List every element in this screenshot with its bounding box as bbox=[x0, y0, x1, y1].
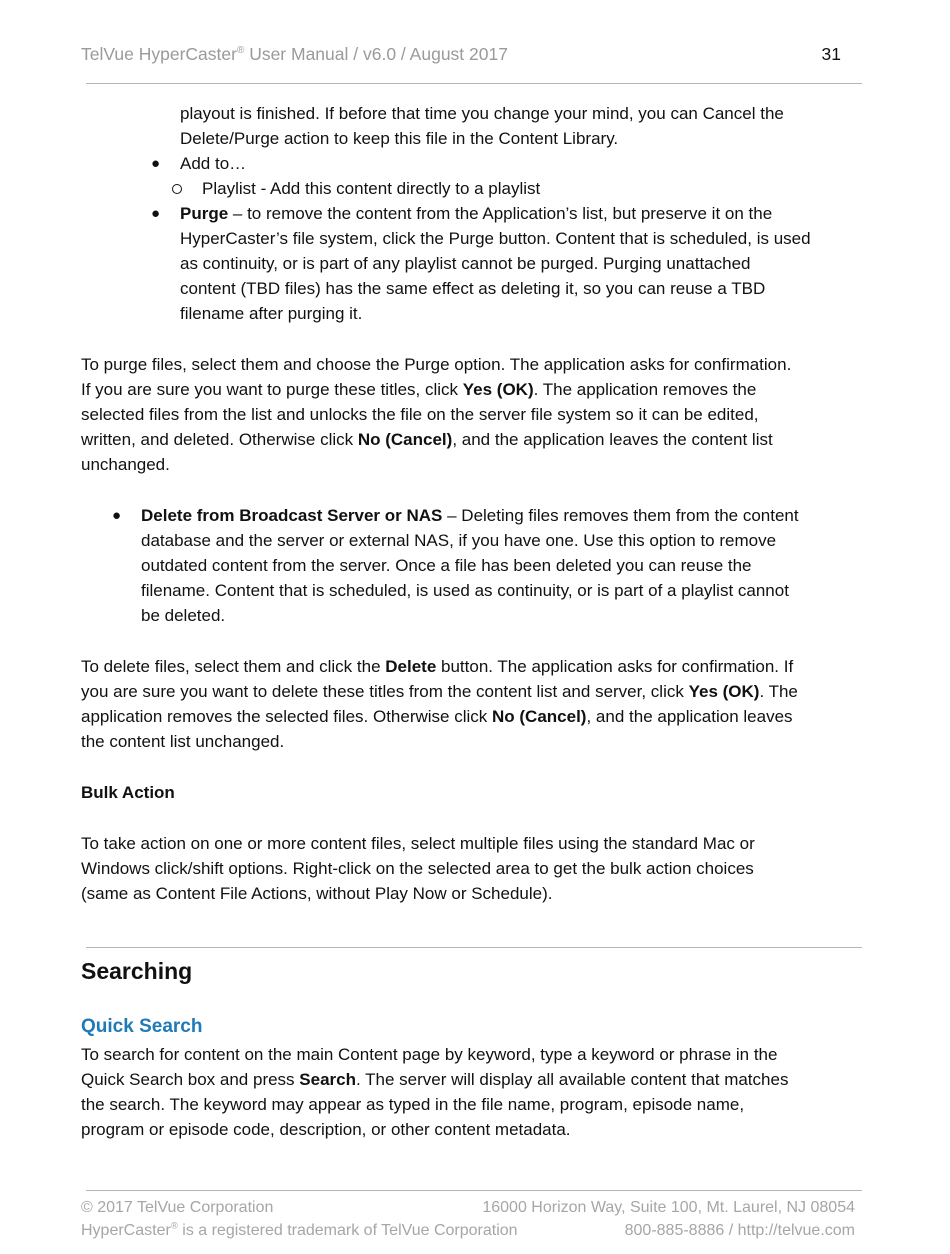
delete-bullet-line: Delete from Broadcast Server or NAS – Deleting files removes them from the content bbox=[141, 506, 799, 525]
purge-paragraph-line: selected files from the list and unlocks the file on the server file system so it can be edited, bbox=[81, 405, 759, 424]
bulk-action-line: (same as Content File Actions, without Play Now or Schedule). bbox=[81, 884, 553, 903]
bullet-dot: ● bbox=[151, 205, 161, 222]
delete-bullet-line: be deleted. bbox=[141, 606, 226, 625]
delete-paragraph-line: the content list unchanged. bbox=[81, 732, 285, 751]
quick-search-heading: Quick Search bbox=[81, 1016, 203, 1037]
purge-paragraph-line: If you are sure you want to purge these titles, click Yes (OK). The application removes the bbox=[81, 380, 757, 399]
purge-bullet-line: Purge – to remove the content from the Application’s list, but preserve it on the bbox=[180, 204, 773, 223]
search-paragraph-line: the search. The keyword may appear as typed in the file name, program, episode name, bbox=[81, 1095, 745, 1114]
search-paragraph-line: Quick Search box and press Search. The server will display all available content that matches bbox=[81, 1070, 789, 1089]
bullet-dot: ● bbox=[151, 155, 161, 172]
delete-paragraph-line: To delete files, select them and click the Delete button. The application asks for confirmation. If bbox=[81, 657, 794, 676]
footer-contact: 800-885-8886 / http://telvue.com bbox=[624, 1222, 855, 1239]
header-divider bbox=[86, 83, 862, 84]
playlist-sub-item: Playlist - Add this content directly to a playlist bbox=[202, 179, 541, 198]
bulk-action-heading: Bulk Action bbox=[81, 783, 175, 802]
purge-bullet-line: HyperCaster’s file system, click the Purge button. Content that is scheduled, is used bbox=[180, 229, 811, 248]
purge-paragraph-line: To purge files, select them and choose the Purge option. The application asks for confirmation. bbox=[81, 355, 792, 374]
bulk-action-line: To take action on one or more content files, select multiple files using the standard Mac or bbox=[81, 834, 755, 853]
footer-divider bbox=[86, 1190, 862, 1191]
footer-trademark: HyperCaster® is a registered trademark of TelVue Corporation bbox=[81, 1220, 518, 1239]
page-number: 31 bbox=[821, 44, 841, 64]
footer-address: 16000 Horizon Way, Suite 100, Mt. Laurel, NJ 08054 bbox=[482, 1199, 855, 1216]
add-to-label: Add to… bbox=[180, 154, 247, 173]
paragraph-line: playout is finished. If before that time you change your mind, you can Cancel the bbox=[180, 104, 784, 123]
search-paragraph-line: program or episode code, description, or other content metadata. bbox=[81, 1120, 571, 1139]
delete-bullet-line: outdated content from the server. Once a file has been deleted you can reuse the bbox=[141, 556, 752, 575]
purge-bullet-line: as continuity, or is part of any playlist cannot be purged. Purging unattached bbox=[180, 254, 751, 273]
searching-heading: Searching bbox=[81, 958, 193, 984]
purge-paragraph-line: written, and deleted. Otherwise click No (Cancel), and the application leaves the content list bbox=[81, 430, 773, 449]
delete-bullet-line: filename. Content that is scheduled, is used as continuity, or is part of a playlist cannot bbox=[141, 581, 789, 600]
header-title: TelVue HyperCaster® User Manual / v6.0 / August 2017 bbox=[81, 44, 508, 64]
purge-bullet-line: filename after purging it. bbox=[180, 304, 363, 323]
bulk-action-line: Windows click/shift options. Right-click on the selected area to get the bulk action choices bbox=[81, 859, 754, 878]
section-divider bbox=[86, 947, 862, 948]
paragraph-line: Delete/Purge action to keep this file in the Content Library. bbox=[180, 129, 619, 148]
sub-bullet-circle bbox=[172, 184, 182, 194]
purge-bullet-line: content (TBD files) has the same effect as deleting it, so you can reuse a TBD bbox=[180, 279, 766, 298]
search-paragraph-line: To search for content on the main Content page by keyword, type a keyword or phrase in the bbox=[81, 1045, 778, 1064]
delete-paragraph-line: application removes the selected files. Otherwise click No (Cancel), and the application leaves bbox=[81, 707, 793, 726]
footer-copyright: © 2017 TelVue Corporation bbox=[81, 1199, 274, 1216]
delete-bullet-line: database and the server or external NAS, if you have one. Use this option to remove bbox=[141, 531, 777, 550]
delete-paragraph-line: you are sure you want to delete these titles from the content list and server, click Yes (OK). The bbox=[81, 682, 798, 701]
purge-paragraph-line: unchanged. bbox=[81, 455, 170, 474]
bullet-dot: ● bbox=[112, 507, 122, 524]
